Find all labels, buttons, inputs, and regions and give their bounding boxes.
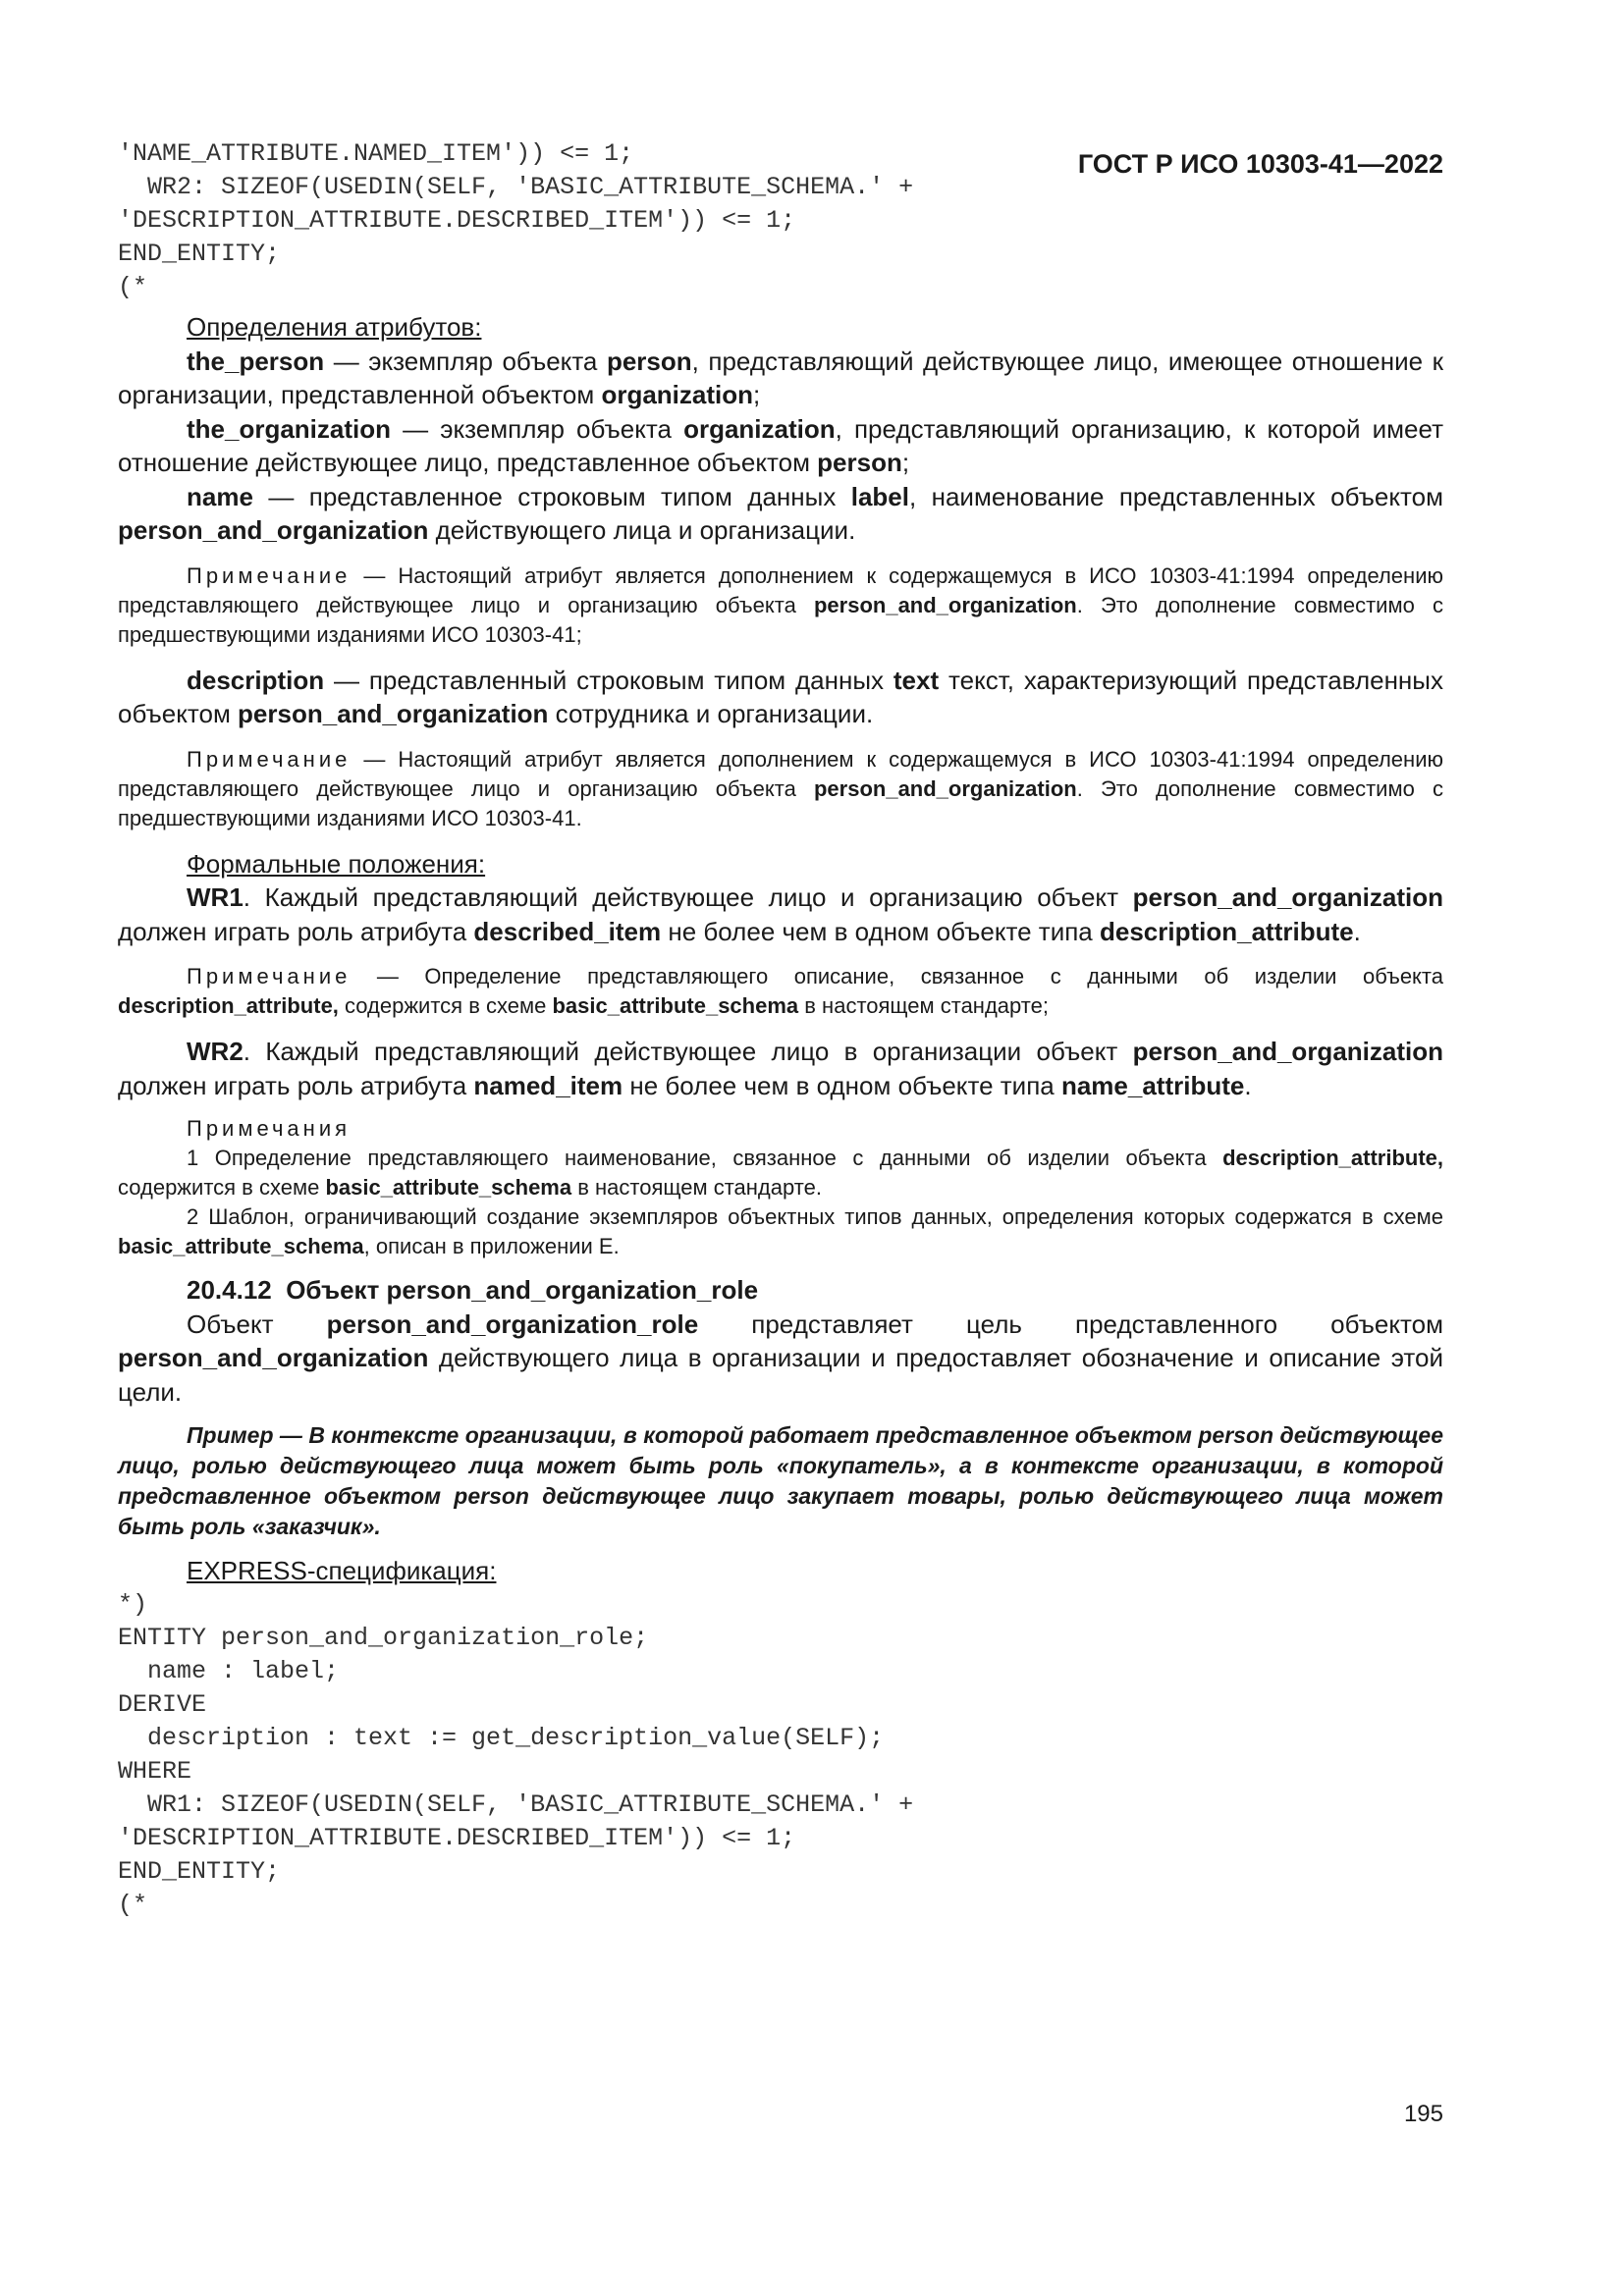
express-spec-heading: EXPRESS-спецификация:	[187, 1556, 497, 1585]
def-description: description — представленный строковым типом данных text текст, характеризующий представленных объектом person_and_organization сотрудника и организации.	[118, 665, 1443, 728]
def-name: name — представленное строковым типом данных label, наименование представленных объектом person_and_organization действующего лица и организации.	[118, 481, 1443, 545]
express-code-block-2: *) ENTITY person_and_organization_role; name : label; DERIVE description : text := get_description_value(SELF); WHERE WR1: SIZEOF(USEDIN(SELF, 'BASIC_ATTRIBUTE_SCHEMA.' + 'DESCRIPTION_ATTRIBUTE.DESCRIBED_ITEM')) <= 1; END_ENTITY; (*	[118, 1589, 914, 1919]
note-2: Примечание — Настоящий атрибут является дополнением к содержащемуся в ИСО 10303-41:1994 определению представляющего действующее лицо и организацию объекта person_and_organization. Это дополнение совместимо с предшествующими изданиями ИСО 10303-41.	[118, 746, 1443, 830]
page-body	[118, 137, 1443, 1922]
def-the-person: the_person — экземпляр объекта person, представляющий действующее лицо, имеющее отношение к организации, представленной объектом organization;	[118, 346, 1443, 409]
rule-wr2: WR2. Каждый представляющий действующее лицо в организации объект person_and_organization должен играть роль атрибута named_item не более чем в одном объекте типа name_attribute.	[118, 1037, 1443, 1100]
note-item-2: 2 Шаблон, ограничивающий создание экземпляров объектных типов данных, определения которых содержатся в схеме basic_attribute_schema, описан в приложении E.	[118, 1204, 1443, 1258]
page-number: 195	[1403, 2101, 1443, 2127]
note-1: Примечание — Настоящий атрибут является дополнением к содержащемуся в ИСО 10303-41:1994 определению представляющего действующее лицо и организацию объекта person_and_organization. Это дополнение совместимо с предшествующими изданиями ИСО 10303-41;	[118, 562, 1443, 647]
section-intro: Объект person_and_organization_role представляет цель представленного объектом person_and_organization действующего лица в организации и предоставляет обозначение и описание этой цели.	[118, 1308, 1443, 1407]
def-the-organization: the_organization — экземпляр объекта organization, представляющий организацию, к которой имеет отношение действующее лицо, представленное объектом person;	[118, 413, 1443, 477]
express-code-block: 'NAME_ATTRIBUTE.NAMED_ITEM')) <= 1; WR2: SIZEOF(USEDIN(SELF, 'BASIC_ATTRIBUTE_SCHEMA.' + 'DESCRIPTION_ATTRIBUTE.DESCRIBED_ITEM')) <= 1; END_ENTITY; (*	[118, 139, 914, 301]
attribute-definitions-heading: Определения атрибутов:	[187, 312, 482, 342]
note-item-1: 1 Определение представляющего наименование, связанное с данными об изделии объекта description_attribute, содержится в схеме basic_attribute_schema в настоящем стандарте.	[118, 1146, 1443, 1200]
document-id: ГОСТ Р ИСО 10303-41—2022	[1077, 149, 1443, 179]
example-text: Пример — В контексте организации, в которой работает представленное объектом person действующее лицо, ролью действующего лица может быть роль «покупатель», а в контексте организации, в которой представленное объектом person действующее лицо закупает товары, ролью действующего лица может быть роль «заказчик».	[118, 1422, 1443, 1539]
section-heading: 20.4.12 Объект person_and_organization_role	[187, 1275, 759, 1305]
notes-label: Примечания	[187, 1116, 352, 1141]
formal-provisions-heading: Формальные положения:	[187, 848, 486, 879]
rule-wr1: WR1. Каждый представляющий действующее лицо и организацию объект person_and_organization должен играть роль атрибута described_item не более чем в одном объекте типа description_attribute.	[118, 882, 1443, 946]
note-3: Примечание — Определение представляющего описание, связанное с данными об изделии объекта description_attribute, содержится в схеме basic_attribute_schema в настоящем стандарте;	[118, 964, 1443, 1018]
